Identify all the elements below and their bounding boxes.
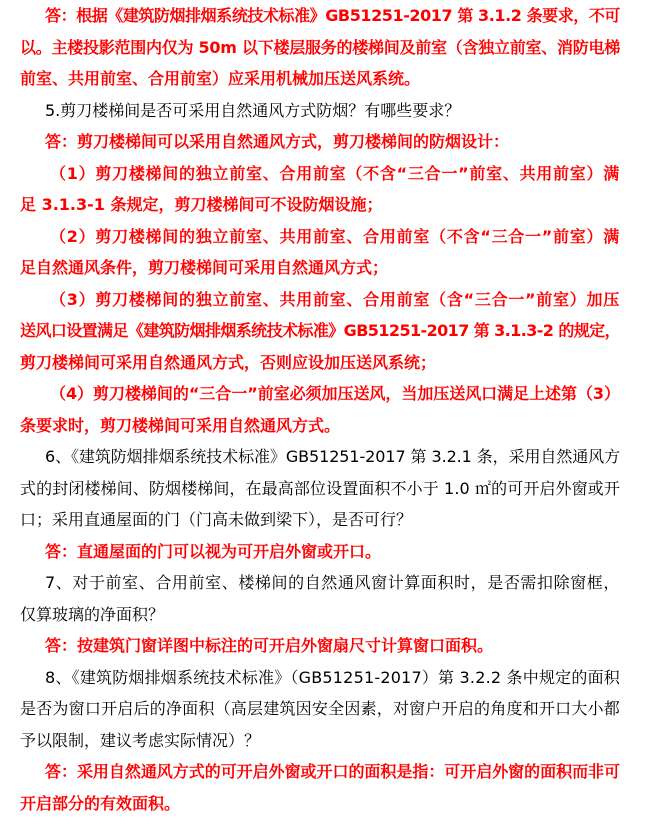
text-line: （3）剪刀楼梯间的独立前室、共用前室、合用前室（含“三合一”前室）加压 (50, 289, 620, 309)
text-line: 是否为窗口开启后的净面积（高层建筑因安全因素，对窗户开启的角度和开口大小都 (20, 699, 620, 718)
text-line: 5.剪刀楼梯间是否可采用自然通风方式防烟？有哪些要求？ (45, 100, 461, 120)
item-paragraph (0, 284, 656, 379)
text-line: 口；采用直通屋面的门（门高未做到梁下），是否可行？ (20, 510, 413, 529)
answer-paragraph (0, 0, 656, 95)
question-paragraph (0, 95, 656, 127)
text-line: 6、《建筑防烟排烟系统技术标准》GB51251-2017 第 3.2.1 条，采用自然通风方 (45, 447, 620, 466)
answer-paragraph (0, 536, 656, 568)
text-line: 予以限制，建议考虑实际情况）？ (20, 730, 261, 750)
answer-paragraph (0, 630, 656, 662)
text-line: 7、对于前室、合用前室、楼梯间的自然通风窗计算面积时，是否需扣除窗框， (45, 573, 620, 592)
text-line: （4）剪刀楼梯间的“三合一”前室必须加压送风，当加压送风口满足上述第（3） (50, 384, 620, 403)
item-paragraph (0, 221, 656, 284)
text-line: 足 3.1.3-1 条规定，剪刀楼梯间可不设防烟设施； (20, 195, 383, 214)
item-paragraph (0, 158, 656, 221)
text-line: （1）剪刀楼梯间的独立前室、合用前室（不含“三合一”前室、共用前室）满 (50, 163, 620, 183)
text-line: 条要求时，剪刀楼梯间可采用自然通风方式。 (20, 415, 341, 435)
answer-paragraph (0, 756, 656, 819)
text-line: 答：直通屋面的门可以视为可开启外窗或开口。 (45, 541, 382, 561)
text-line: （2）剪刀楼梯间的独立前室、共用前室、合用前室（不含“三合一”前室）满 (50, 226, 620, 246)
text-line: 送风口设置满足《建筑防烟排烟系统技术标准》GB51251-2017 第 3.1.3-2 的规定， (20, 321, 620, 340)
text-line: 答：按建筑门窗详图中标注的可开启外窗扇尺寸计算窗口面积。 (45, 636, 494, 655)
text-line: 8、《建筑防烟排烟系统技术标准》（GB51251-2017）第 3.2.2 条中规定的面积 (45, 667, 620, 687)
text-line: 答：采用自然通风方式的可开启外窗或开口的面积是指：可开启外窗的面积而非可 (45, 762, 620, 781)
text-line: 前室、共用前室、合用前室）应采用机械加压送风系统。 (20, 69, 421, 88)
text-line: 答：根据《建筑防烟排烟系统技术标准》GB51251-2017 第 3.1.2 条要求，不可 (45, 6, 620, 25)
question-paragraph (0, 441, 656, 536)
text-line: 开启部分的有效面积。 (20, 793, 181, 813)
text-line: 足自然通风条件，剪刀楼梯间可采用自然通风方式； (20, 258, 389, 277)
text-line: 剪刀楼梯间可采用自然通风方式，否则应设加压送风系统； (20, 352, 437, 372)
text-line: 仅算玻璃的净面积？ (20, 604, 165, 624)
answer-paragraph (0, 126, 656, 158)
question-paragraph (0, 567, 656, 630)
text-line: 式的封闭楼梯间、防烟楼梯间，在最高部位设置面积不小于 1.0 ㎡的可开启外窗或开 (20, 478, 620, 498)
text-line: 以。主楼投影范围内仅为 50m 以下楼层服务的楼梯间及前室（含独立前室、消防电梯 (20, 37, 620, 57)
text-line: 答：剪刀楼梯间可以采用自然通风方式，剪刀楼梯间的防烟设计： (45, 132, 510, 151)
question-paragraph (0, 662, 656, 757)
item-paragraph (0, 378, 656, 441)
